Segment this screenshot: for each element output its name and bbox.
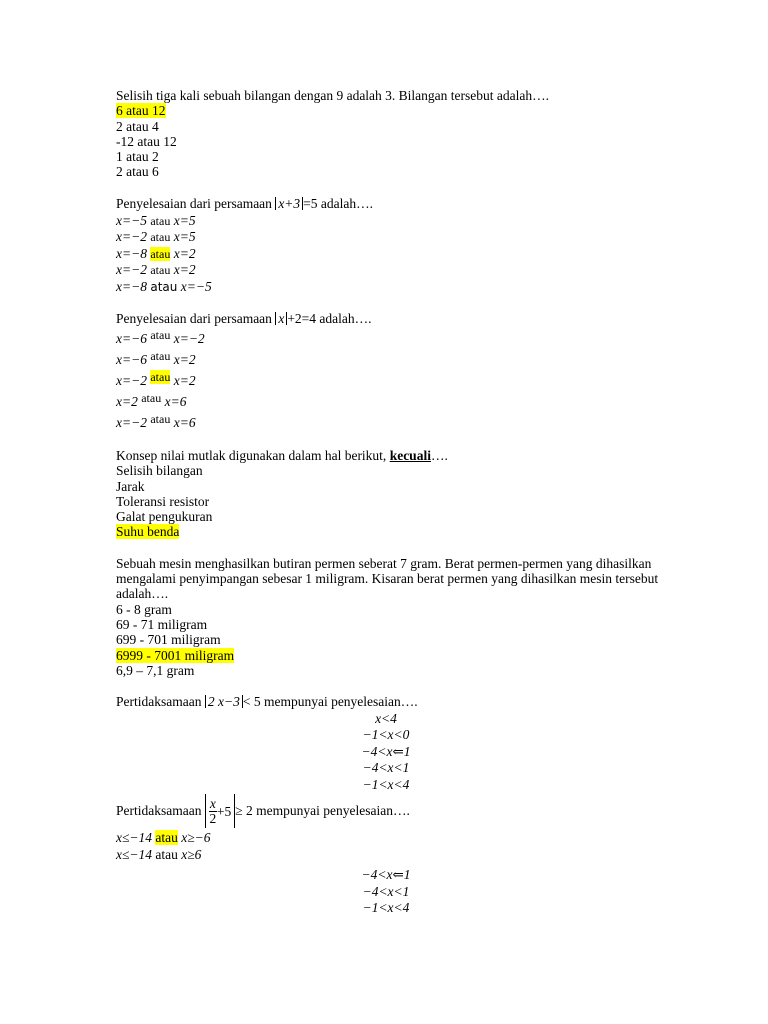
question-text: Selisih tiga kali sebuah bilangan dengan 9 adalah 3. Bilangan tersebut adalah…. [116, 88, 550, 103]
highlighted-answer: 6999 - 7001 miligram [116, 647, 235, 663]
option-e: x=−8 atau x=−5 [116, 278, 212, 294]
option-a: x=−6 atau x=−2 [116, 327, 205, 346]
option-b: x≤−14 atau x≥6 [116, 846, 202, 862]
option-d: 1 atau 2 [116, 149, 159, 165]
question-3 [116, 311, 676, 433]
question-suffix: < 5 mempunyai penyelesaian…. [242, 694, 418, 709]
question-prefix: Penyelesaian dari persamaan [116, 311, 276, 326]
option-a: x=−5 atau x=5 [116, 212, 196, 228]
option-a: x≤−14 atau x≥−6 [116, 830, 211, 845]
option-e: 6,9 – 7,1 gram [116, 662, 195, 678]
abs-expression: x+3 [275, 197, 303, 210]
question-prefix: Penyelesaian dari persamaan [116, 196, 276, 211]
fraction: $\frac{x}{2}$ [209, 796, 217, 827]
option-c: -12 atau 12 [116, 133, 177, 149]
question-suffix: ≥ 2 mempunyai penyelesaian…. [235, 803, 410, 818]
option-c: Toleransi resistor [116, 493, 210, 509]
option-d: x=2 atau x=6 [116, 390, 187, 409]
question-suffix: =5 adalah…. [303, 196, 374, 211]
option-d: −4<x<1 [362, 883, 410, 899]
question-text [116, 311, 676, 328]
option-d: x=−2 atau x=2 [116, 262, 196, 277]
question-suffix: +2=4 adalah…. [287, 311, 372, 326]
option-d: −4<x<1 [362, 760, 410, 775]
option-c: x=−2 atau x=2 [116, 369, 196, 388]
option-b: x=−6 atau x=2 [116, 348, 196, 367]
highlighted-answer: atau [155, 830, 178, 845]
option-b: Jarak [116, 478, 145, 494]
highlighted-answer: 6 atau 12 [116, 103, 166, 119]
option-a: 6 - 8 gram [116, 601, 172, 617]
question-text: Sebuah mesin menghasilkan butiran permen seberat 7 gram. Berat permen-permen yang dihasilkan mengalami penyimpangan sebesar 1 miligram. Kisaran berat permen yang dihasilkan mesin tersebut adalah…. [116, 556, 659, 602]
highlighted-answer: Suhu benda [116, 524, 180, 540]
question-4 [116, 448, 676, 540]
option-b: −1<x<0 [362, 727, 410, 742]
option-c: −4<x⇐1 [361, 867, 411, 882]
question-7 [116, 794, 676, 917]
option-d [116, 648, 676, 663]
option-e: x=−2 atau x=6 [116, 411, 196, 430]
option-b: x=−2 atau x=5 [116, 229, 196, 244]
highlighted-answer: atau [150, 369, 171, 384]
option-a: x<4 [375, 710, 397, 726]
question-prefix: Pertidaksamaan [116, 803, 205, 818]
option-e [116, 524, 676, 539]
question-text [116, 694, 676, 711]
emphasis-word: kecuali [389, 448, 431, 463]
option-e: 2 atau 6 [116, 164, 159, 180]
question-text [116, 196, 676, 213]
question-suffix: …. [430, 448, 448, 463]
question-1 [116, 88, 676, 180]
option-a: Selisih bilangan [116, 463, 203, 479]
option-c: x=−8 atau x=2 [116, 245, 196, 261]
question-5 [116, 556, 676, 678]
question-prefix: Konsep nilai mutlak digunakan dalam hal berikut, [116, 448, 390, 463]
option-c: −4<x⇐1 [361, 743, 411, 759]
abs-expression: $\frac{x}{2}$ +5 [205, 794, 235, 828]
option-e: −1<x<4 [362, 900, 410, 915]
option-a [116, 103, 676, 118]
option-d: Galat pengukuran [116, 509, 213, 525]
option-e: −1<x<4 [362, 776, 410, 792]
question-prefix: Pertidaksamaan [116, 694, 205, 709]
highlighted-answer: atau [150, 246, 171, 261]
option-b: 69 - 71 miligram [116, 616, 208, 632]
question-text [116, 794, 676, 830]
abs-expression: x [275, 312, 287, 325]
question-2 [116, 196, 676, 295]
abs-expression: 2 x−3 [205, 695, 243, 708]
question-6 [116, 694, 676, 793]
option-b: 2 atau 4 [116, 118, 159, 134]
option-c: 699 - 701 miligram [116, 632, 221, 648]
question-text [116, 448, 676, 463]
